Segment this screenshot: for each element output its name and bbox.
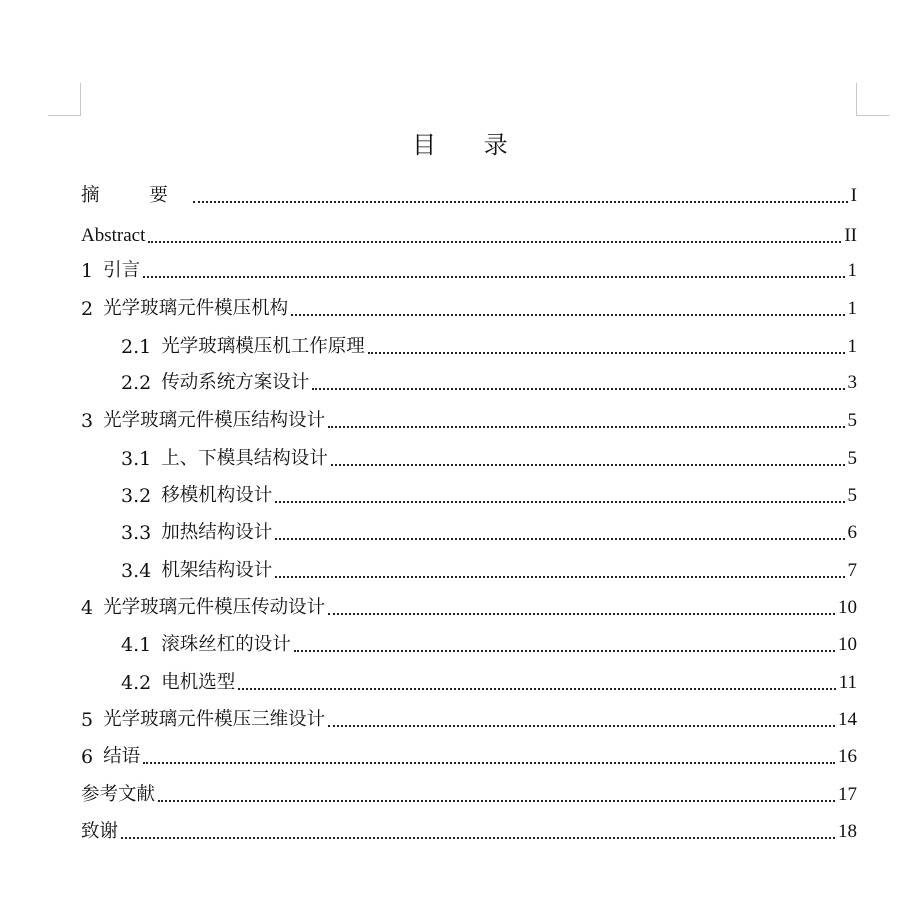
toc-entry-number: 1 <box>81 260 94 282</box>
toc-entry-acknowledgements[interactable] <box>81 819 857 845</box>
toc-entry-text: 摘 要 <box>81 185 190 206</box>
toc-leader <box>143 762 835 764</box>
toc-leader <box>275 576 844 578</box>
toc-entry-number: 2 <box>81 298 94 320</box>
toc-entry-3-1[interactable] <box>121 446 857 472</box>
toc-entry-text: 致谢 <box>81 821 119 842</box>
toc-entry-text: 移模机构设计 <box>161 485 273 506</box>
toc-entry-number: 3.2 <box>121 485 152 507</box>
toc-entry-1[interactable] <box>81 258 857 284</box>
toc-entry-page: 7 <box>847 560 857 581</box>
crop-mark-top-left-horizontal <box>48 115 81 116</box>
toc-leader <box>275 538 844 540</box>
toc-entry-abstract-en[interactable] <box>81 223 857 249</box>
toc-entry-3[interactable] <box>81 408 857 434</box>
crop-mark-top-right-horizontal <box>856 115 889 116</box>
toc-leader <box>328 725 835 727</box>
toc-leader <box>368 352 845 354</box>
toc-entry-6[interactable] <box>81 744 857 770</box>
toc-entry-number: 3.4 <box>121 560 152 582</box>
toc-entry-page: 5 <box>847 448 857 469</box>
toc-entry-text: 结语 <box>103 746 141 767</box>
toc-leader <box>238 688 835 690</box>
toc-entry-page: 17 <box>838 784 857 805</box>
toc-entry-number: 4.2 <box>121 672 152 694</box>
toc-entry-4[interactable] <box>81 595 857 621</box>
toc-entry-page: I <box>850 185 857 206</box>
toc-entry-page: 1 <box>847 336 857 357</box>
toc-leader <box>121 837 835 839</box>
toc-entry-2-1[interactable] <box>121 334 857 360</box>
toc-entry-number: 3.1 <box>121 448 152 470</box>
toc-entry-2-2[interactable] <box>121 370 857 396</box>
toc-entry-text: Abstract <box>81 225 146 246</box>
toc-entry-text: 光学玻璃元件模压三维设计 <box>103 709 326 730</box>
toc-entry-page: 11 <box>838 672 857 693</box>
toc-entry-5[interactable] <box>81 707 857 733</box>
table-of-contents <box>81 0 857 912</box>
toc-entry-text: 电机选型 <box>161 672 236 693</box>
toc-entry-page: 5 <box>847 410 857 431</box>
toc-entry-text: 引言 <box>103 260 141 281</box>
toc-entry-number: 3 <box>81 410 94 432</box>
toc-entry-2[interactable] <box>81 296 857 322</box>
toc-entry-text: 光学玻璃元件模压传动设计 <box>103 597 326 618</box>
toc-entry-page: 10 <box>838 597 857 618</box>
toc-entry-number: 6 <box>81 746 94 768</box>
toc-entry-references[interactable] <box>81 782 857 808</box>
toc-entry-3-4[interactable] <box>121 558 857 584</box>
toc-entry-text: 光学玻璃模压机工作原理 <box>161 336 365 357</box>
toc-entry-number: 5 <box>81 709 94 731</box>
toc-entry-text: 光学玻璃元件模压结构设计 <box>103 410 326 431</box>
toc-entry-number: 3.3 <box>121 522 152 544</box>
toc-leader <box>158 800 835 802</box>
toc-leader <box>312 388 844 390</box>
toc-entry-page: 16 <box>838 746 857 767</box>
toc-entry-number: 2.2 <box>121 372 152 394</box>
toc-leader <box>143 276 844 278</box>
toc-entry-4-1[interactable] <box>121 632 857 658</box>
toc-entry-page: 18 <box>838 821 857 842</box>
toc-entry-page: II <box>844 225 857 246</box>
toc-entry-text: 加热结构设计 <box>161 522 273 543</box>
toc-entry-text: 参考文献 <box>81 784 156 805</box>
toc-leader <box>328 426 844 428</box>
toc-leader <box>193 201 848 203</box>
toc-entry-number: 2.1 <box>121 336 152 358</box>
toc-entry-3-2[interactable] <box>121 483 857 509</box>
toc-leader <box>328 613 835 615</box>
toc-entry-number: 4 <box>81 597 94 619</box>
toc-entry-page: 1 <box>847 260 857 281</box>
toc-entry-page: 5 <box>847 485 857 506</box>
toc-entry-page: 6 <box>847 522 857 543</box>
toc-leader <box>275 501 844 503</box>
toc-entry-page: 1 <box>847 298 857 319</box>
toc-entry-text: 光学玻璃元件模压机构 <box>103 298 289 319</box>
toc-entry-text: 上、下模具结构设计 <box>161 448 328 469</box>
toc-entry-text: 机架结构设计 <box>161 560 273 581</box>
toc-leader <box>331 464 845 466</box>
toc-entry-text: 滚珠丝杠的设计 <box>161 634 291 655</box>
toc-entry-page: 14 <box>838 709 857 730</box>
toc-entry-abstract-cn[interactable] <box>81 183 857 209</box>
toc-entry-page: 10 <box>838 634 857 655</box>
toc-entry-text: 传动系统方案设计 <box>161 372 310 393</box>
toc-entry-number: 4.1 <box>121 634 152 656</box>
toc-entry-3-3[interactable] <box>121 520 857 546</box>
toc-leader <box>291 314 844 316</box>
toc-entry-4-2[interactable] <box>121 670 857 696</box>
toc-title: 目 录 <box>412 131 528 159</box>
toc-entry-page: 3 <box>847 372 857 393</box>
toc-leader <box>148 241 841 243</box>
toc-leader <box>294 650 835 652</box>
